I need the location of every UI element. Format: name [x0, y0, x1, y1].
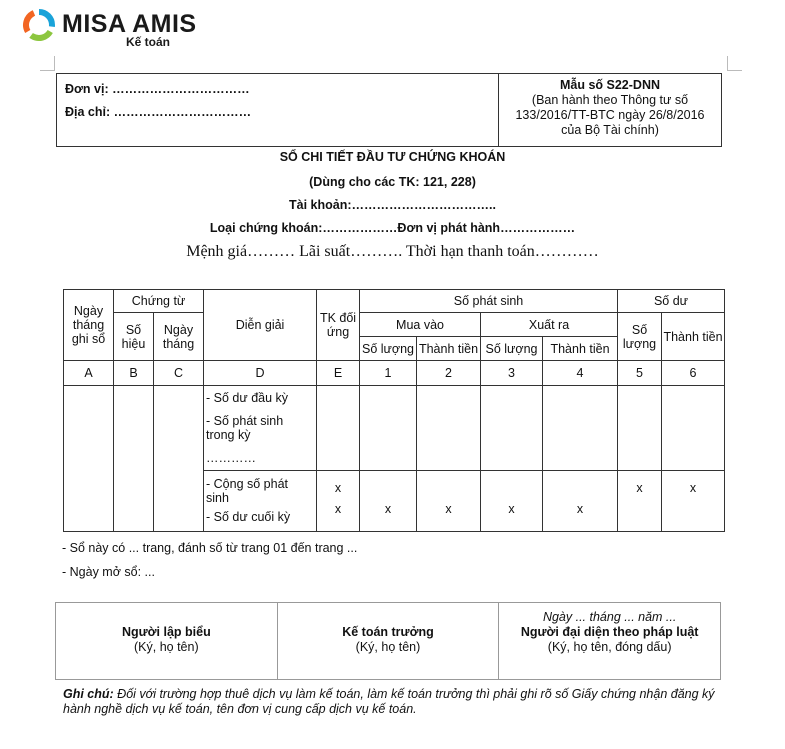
crop-mark	[40, 56, 55, 71]
sig-preparer-sub: (Ký, họ tên)	[134, 640, 199, 654]
col-code: 6	[662, 361, 725, 386]
col-header-sell-qty: Số lượng	[481, 337, 543, 361]
x-mark: x	[481, 471, 543, 532]
header-box	[56, 73, 722, 147]
desc-cell-bottom	[204, 471, 317, 532]
ledger-table	[63, 289, 725, 532]
page-subtitle: (Dùng cho các TK: 121, 228)	[309, 175, 476, 189]
form-info-cell	[499, 74, 722, 147]
table-cell	[618, 386, 662, 471]
unit-label: Đơn vị: ……………………………	[65, 82, 250, 96]
note-pages: - Sổ này có ... trang, đánh số từ trang 01 đến trang ...	[62, 541, 358, 555]
table-cell	[360, 386, 417, 471]
table-cell	[317, 386, 360, 471]
col-header-vdate: Ngày tháng	[154, 313, 204, 361]
table-cell	[543, 386, 618, 471]
form-line: 133/2016/TT-BTC ngày 26/8/2016	[515, 108, 705, 122]
sig-preparer	[56, 603, 278, 680]
security-type-line: Loại chứng khoán:………………Đơn vị phát hành………………	[209, 221, 576, 235]
table-cell	[114, 386, 154, 532]
signature-box	[55, 602, 721, 680]
x-mark: x	[662, 471, 725, 532]
col-code: E	[317, 361, 360, 386]
table-cell	[64, 386, 114, 532]
footnote-text: Đối với trường hợp thuê dịch vụ làm kế toán, làm kế toán trưởng thì phải ghi rõ số Giấy chứng nhận đăng ký hành nghề dịch vụ kế toán, tên đơn vị cung cấp dịch vụ kế toán.	[63, 687, 715, 716]
par-value-line: Mệnh giá……… Lãi suất………. Thời hạn thanh toán…………	[186, 243, 599, 260]
col-header-tk: TK đối ứng	[317, 290, 360, 361]
table-cell	[662, 386, 725, 471]
col-header-bal-amount: Thành tiền	[662, 313, 725, 361]
col-group-voucher: Chứng từ	[114, 290, 204, 313]
col-code: 4	[543, 361, 618, 386]
table-cell	[481, 386, 543, 471]
col-code: 2	[417, 361, 481, 386]
col-code: 3	[481, 361, 543, 386]
sig-rep-sub: (Ký, họ tên, đóng dấu)	[547, 640, 672, 654]
x-mark: x	[618, 471, 662, 532]
footnote-label: Ghi chú:	[63, 687, 114, 701]
misa-logo-icon	[22, 8, 56, 42]
sig-rep-title: Người đại diện theo pháp luật	[520, 625, 699, 639]
row-closing-balance: - Số dư cuối kỳ	[206, 510, 291, 524]
col-header-number: Số hiệu	[114, 313, 154, 361]
col-code: A	[64, 361, 114, 386]
x-mark: x	[334, 481, 342, 495]
tk-cell	[317, 471, 360, 532]
crop-mark	[727, 56, 742, 71]
col-code: B	[114, 361, 154, 386]
row-dots: …………	[206, 451, 257, 465]
sig-chief-sub: (Ký, họ tên)	[355, 640, 421, 654]
unit-cell	[57, 74, 499, 147]
form-line: (Ban hành theo Thông tư số	[531, 93, 689, 107]
form-number: Mẫu số S22-DNN	[559, 78, 661, 92]
col-header-buy-qty: Số lượng	[360, 337, 417, 361]
x-mark: x	[543, 471, 618, 532]
sig-chief-title: Kế toán trưởng	[342, 625, 434, 639]
col-code: D	[204, 361, 317, 386]
page-title: SỔ CHI TIẾT ĐẦU TƯ CHỨNG KHOÁN	[279, 150, 506, 164]
col-code: C	[154, 361, 204, 386]
address-label: Địa chỉ: ……………………………	[65, 105, 252, 119]
row-arising: - Số phát sinh trong kỳ	[206, 414, 284, 442]
table-cell	[154, 386, 204, 532]
col-group-balance: Số dư	[618, 290, 725, 313]
col-code: 1	[360, 361, 417, 386]
col-header-bal-qty: Số lượng	[618, 313, 662, 361]
footnote	[63, 687, 723, 717]
col-header-date: Ngày tháng ghi sổ	[64, 290, 114, 361]
brand-sub: Kế toán	[126, 35, 171, 49]
row-opening-balance: - Số dư đầu kỳ	[206, 391, 289, 405]
sig-chief	[277, 603, 499, 680]
x-mark: x	[417, 471, 481, 532]
sig-date-line: Ngày ... tháng ... năm ...	[542, 610, 677, 624]
form-line: của Bộ Tài chính)	[561, 123, 659, 137]
col-header-desc: Diễn giải	[204, 290, 317, 361]
row-total-arising: - Cộng số phát sinh	[206, 477, 289, 505]
desc-cell-top	[204, 386, 317, 471]
col-header-buy-amount: Thành tiền	[417, 337, 481, 361]
col-group-sell: Xuất ra	[481, 313, 618, 337]
col-code: 5	[618, 361, 662, 386]
brand-name: MISA AMIS	[62, 10, 197, 38]
sig-rep	[499, 603, 721, 680]
table-cell	[417, 386, 481, 471]
col-group-arising: Số phát sinh	[360, 290, 618, 313]
sig-preparer-title: Người lập biểu	[121, 625, 211, 639]
note-open-date: - Ngày mở sổ: ...	[62, 565, 155, 579]
col-header-sell-amount: Thành tiền	[543, 337, 618, 361]
account-line: Tài khoản:……………………………..	[289, 198, 496, 212]
x-mark: x	[360, 471, 417, 532]
col-group-buy: Mua vào	[360, 313, 481, 337]
x-mark: x	[334, 502, 342, 516]
